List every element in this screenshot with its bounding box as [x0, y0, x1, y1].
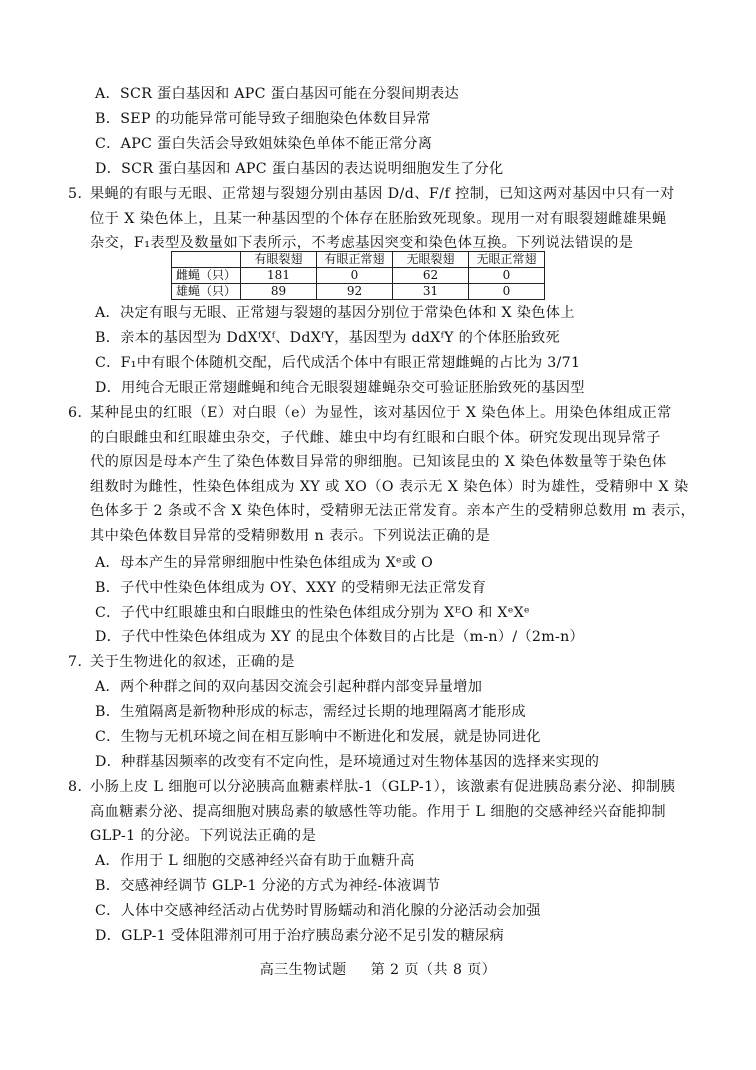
question-stem-line: 色体多于 2 条或不含 X 染色体时，受精卵无法正常发育。亲本产生的受精卵总数用 m 表示， — [90, 503, 696, 519]
table-cell: 89 — [241, 284, 317, 300]
question-stem-line: 关于生物进化的叙述，正确的是 — [90, 654, 295, 670]
q7-option-c: C．生物与无机环境之间在相互影响中不断进化和发展，就是协同进化 — [95, 729, 541, 745]
table-cell: 雄蝇（只） — [172, 284, 241, 300]
q4-option-c: C．APC 蛋白失活会导致姐妹染色单体不能正常分离 — [95, 136, 433, 152]
table-header-cell: 无眼裂翅 — [393, 252, 469, 268]
q6-option-a: A．母本产生的异常卵细胞中性染色体组成为 Xᵉ或 O — [95, 555, 434, 571]
question-number: 5． — [68, 186, 93, 202]
table-header-cell — [172, 252, 241, 268]
table-header-cell: 有眼裂翅 — [241, 252, 317, 268]
q6-option-b: B．子代中性染色体组成为 OY、XXY 的受精卵无法正常发育 — [95, 580, 487, 596]
q5-option-c: C．F₁中有眼个体随机交配，后代成活个体中有眼正常翅雌蝇的占比为 3/71 — [95, 355, 581, 371]
q4-option-b: B．SEP 的功能异常可能导致子细胞染色体数目异常 — [95, 111, 431, 127]
question-5 — [68, 182, 708, 256]
table-cell: 0 — [469, 268, 545, 284]
q5-option-d: D．用纯合无眼正常翅雌蝇和纯合无眼裂翅雄蝇杂交可验证胚胎致死的基因型 — [95, 380, 585, 396]
question-number: 6． — [68, 405, 93, 421]
q8-option-b: B．交感神经调节 GLP-1 分泌的方式为神经-体液调节 — [95, 878, 441, 894]
q7-option-a: A．两个种群之间的双向基因交流会引起种群内部变异量增加 — [95, 679, 483, 695]
question-stem-line: 其中染色体数目异常的受精卵数用 n 表示。下列说法正确的是 — [90, 527, 491, 544]
q8-option-a: A．作用于 L 细胞的交感神经兴奋有助于血糖升高 — [95, 853, 415, 869]
table-cell: 92 — [317, 284, 393, 300]
table-cell: 0 — [469, 284, 545, 300]
question-number: 7． — [68, 654, 93, 670]
question-8 — [68, 775, 708, 849]
q5-option-a: A．决定有眼与无眼、正常翅与裂翅的基因分别位于常染色体和 X 染色体上 — [95, 305, 575, 321]
question-stem-line: 组数时为雌性，性染色体组成为 XY 或 XO（O 表示无 X 染色体）时为雄性，受精卵中 X 染 — [90, 478, 689, 495]
table-header-cell: 有眼正常翅 — [317, 252, 393, 268]
question-6 — [68, 401, 708, 548]
q8-option-d: D．GLP-1 受体阻滞剂可用于治疗胰岛素分泌不足引发的糖尿病 — [95, 928, 505, 944]
table-cell: 31 — [393, 284, 469, 300]
table-header-cell: 无眼正常翅 — [469, 252, 545, 268]
question-stem-line: GLP-1 的分泌。下列说法正确的是 — [90, 828, 317, 844]
table-row — [172, 268, 545, 284]
question-number: 8． — [68, 779, 93, 795]
q7-option-b: B．生殖隔离是新物种形成的标志，需经过长期的地理隔离才能形成 — [95, 704, 526, 720]
question-7 — [68, 650, 708, 675]
question-stem-line: 代的原因是母本产生了染色体数目异常的卵细胞。已知该昆虫的 X 染色体数量等于染色体 — [90, 454, 667, 470]
question-stem-line: 高血糖素分泌、提高细胞对胰岛素的敏感性等功能。作用于 L 细胞的交感神经兴奋能抑制 — [90, 803, 667, 820]
table-header-row — [172, 252, 545, 268]
q6-option-c: C．子代中红眼雄虫和白眼雌虫的性染色体组成分别为 XᴱO 和 XᵉXᵉ — [95, 605, 530, 621]
table-cell: 62 — [393, 268, 469, 284]
table-cell: 雌蝇（只） — [172, 268, 241, 284]
q8-option-c: C．人体中交感神经活动占优势时胃肠蠕动和消化腺的分泌活动会加强 — [95, 903, 541, 919]
q6-option-d: D．子代中性染色体组成为 XY 的昆虫个体数目的占比是（m-n）/（2m-n） — [95, 629, 585, 645]
question-stem-line: 小肠上皮 L 细胞可以分泌胰高血糖素样肽-1（GLP-1），该激素有促进胰岛素分泌、抑制胰 — [90, 779, 676, 795]
q5-option-b: B．亲本的基因型为 DdXᶠXᶠ、DdXᶠY，基因型为 ddXᶠY 的个体胚胎致死 — [95, 330, 560, 346]
table-cell: 181 — [241, 268, 317, 284]
table-row — [172, 284, 545, 300]
question-stem-line: 位于 X 染色体上，且某一种基因型的个体存在胚胎致死现象。现用一对有眼裂翅雌雄果蝇 — [90, 210, 667, 227]
question-stem-line: 杂交，F₁表型及数量如下表所示，不考虑基因突变和染色体互换。下列说法错误的是 — [90, 235, 634, 251]
table-cell: 0 — [317, 268, 393, 284]
question-stem-line: 果蝇的有眼与无眼、正常翅与裂翅分别由基因 D/d、F/f 控制，已知这两对基因中只有一对 — [90, 186, 675, 202]
footer-subject: 高三生物试题 — [259, 962, 347, 978]
footer-page-number: 第 2 页（共 8 页） — [370, 962, 497, 978]
page-footer — [0, 958, 756, 983]
question-stem-line: 的白眼雌虫和红眼雄虫杂交，子代雌、雄虫中均有红眼和白眼个体。研究发现出现异常子 — [90, 429, 661, 446]
f1-results-table — [171, 251, 545, 300]
question-stem-line: 某种昆虫的红眼（E）对白眼（e）为显性，该对基因位于 X 染色体上。用染色体组成正常 — [90, 405, 672, 421]
q4-option-d: D．SCR 蛋白基因和 APC 蛋白基因的表达说明细胞发生了分化 — [95, 161, 504, 177]
q7-option-d: D．种群基因频率的改变有不定向性，是环境通过对生物体基因的选择来实现的 — [95, 754, 600, 770]
q4-option-a: A．SCR 蛋白基因和 APC 蛋白基因可能在分裂间期表达 — [95, 86, 459, 102]
